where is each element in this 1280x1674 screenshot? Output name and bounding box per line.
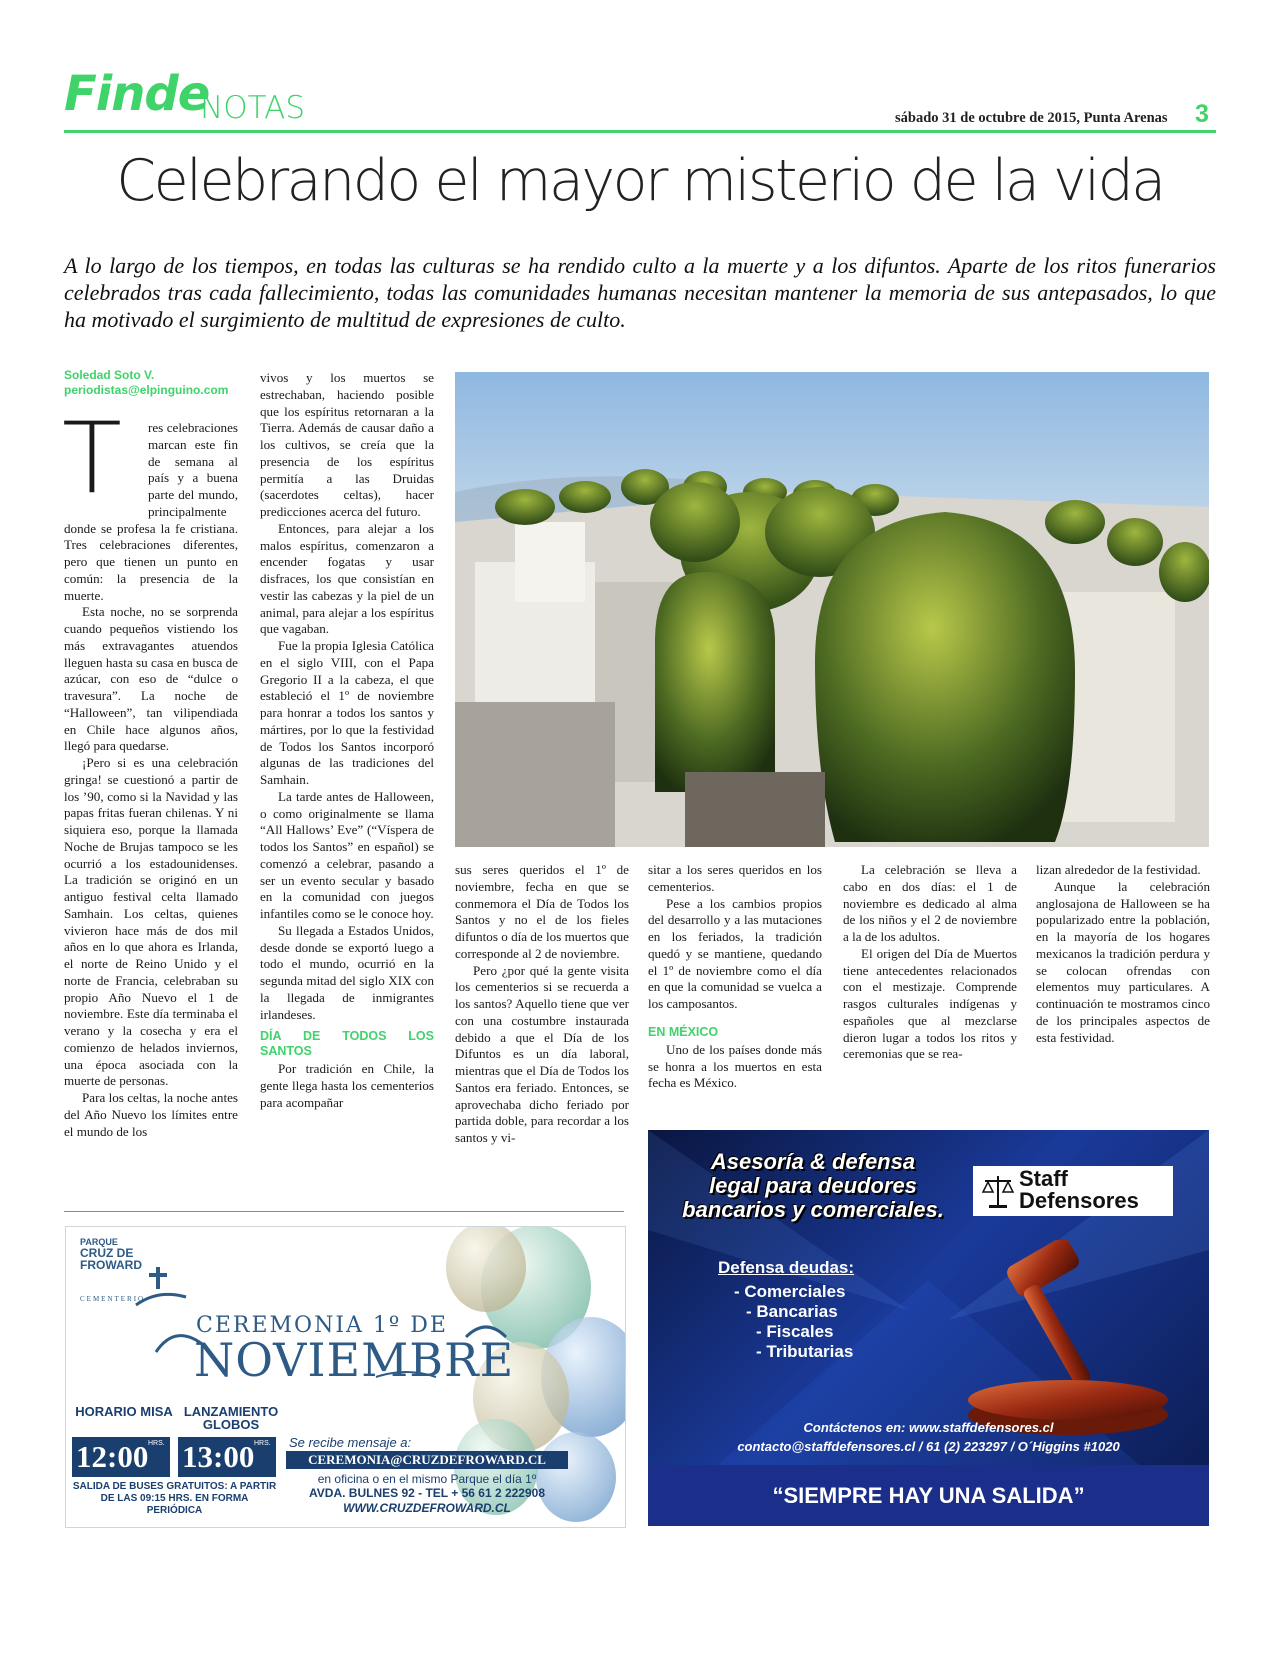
lead-paragraph: A lo largo de los tiempos, en todas las culturas se ha rendido culto a la muerte y a los difuntos. Aparte de los ritos funerarios celebrados tras cada fallecimiento, todas las comunidades humanas necesitan mantener la memoria de sus antepasados, lo que ha motivado el surgimiento de multitud de expresiones de culto.: [64, 253, 1216, 332]
byline-name: Soledad Soto V.: [64, 368, 155, 382]
contact-line[interactable]: Contáctenos en: www.staffdefensores.cl: [803, 1420, 1054, 1435]
hrs-globos: HRS.: [254, 1440, 271, 1447]
cemetery-photo-illustration: [455, 372, 1209, 847]
hrs-misa: HRS.: [148, 1440, 165, 1447]
slogan-bar: [648, 1465, 1209, 1526]
time-misa: 12:00: [76, 1439, 149, 1474]
col3-para-2: Pero ¿por qué la gente visita los cementerios si se recuerda a los santos? Aquello tiene que ver con una costumbre instaurada debido a que el Día de los Difuntos es un día laboral, mientras que el Día de Todos los Santos era feriado. Entonces, se aprovechaba dicho feriado por partida doble, para recordar a los santos y vi-: [455, 962, 629, 1145]
column-5: [843, 862, 1017, 1063]
staff-logo: [973, 1166, 1173, 1216]
column-3: [455, 862, 629, 1147]
buses-info: SALIDA DE BUSES GRATUITOS: A PARTIR DE LAS 09:15 HRS. EN FORMA PERIÓDICA: [72, 1481, 277, 1516]
time-globos: 13:00: [182, 1439, 255, 1474]
label-globos: LANZAMIENTO GLOBOS: [183, 1404, 279, 1432]
headline: Celebrando el mayor misterio de la vida: [116, 148, 1164, 214]
gavel-icon: [948, 1240, 1188, 1440]
staff-headline: [668, 1150, 958, 1222]
noviembre-title: NOVIEMBRE: [194, 1333, 515, 1387]
mensaje-label: Se recibe mensaje a:: [289, 1435, 412, 1450]
staff-brand-2: Defensores: [1019, 1188, 1139, 1213]
dateline: sábado 31 de octubre de 2015, Punta Arenas: [895, 110, 1168, 126]
logo-name-1: CRUZ DE: [80, 1246, 134, 1260]
col2-para-3: Fue la propia Iglesia Católica en el siglo VIII, con el Papa Gregorio II a la cabeza, el que estableció el 1º de noviembre para honrar a todos los santos y mártires, por lo que la festividad de Todos los Santos incorporó algunas de las tradiciones del Samhain.: [260, 638, 434, 787]
staff-brand-1: Staff: [1019, 1166, 1068, 1191]
time-box-misa: [72, 1437, 170, 1477]
ad-cruz-de-froward[interactable]: [65, 1226, 626, 1528]
col3-para-1: sus seres queridos el 1º de noviembre, fecha en que se conmemora el Día de Todos los Santos y no el de los fieles difuntos o día de los muertos que corresponde al 2 de noviembre.: [455, 862, 629, 961]
column-1: [64, 420, 238, 1140]
column-6: [1036, 862, 1210, 1046]
section-brand: Finde: [64, 66, 210, 122]
col2-para-5: Su llegada a Estados Unidos, desde donde se exportó luego a todo el mundo, ocurrió en la segunda mitad del siglo XIX con la llegada de inmigrantes irlandeses.: [260, 922, 434, 1022]
col1-para-4: Para los celtas, la noche antes del Año Nuevo los límites entre el mundo de los: [64, 1090, 238, 1139]
col2-para-6: Por tradición en Chile, la gente llega hasta los cementerios para acompañar: [260, 1061, 434, 1110]
col5-para-1: La celebración se lleva a cabo en dos días: el 1 de noviembre es dedicado al alma de los niños y el 2 de noviembre a la de los adultos.: [843, 862, 1017, 944]
website-link[interactable]: WWW.CRUZDEFROWARD.CL: [343, 1501, 511, 1515]
dropcap-space: [64, 420, 148, 520]
logo-name-2: FROWARD: [80, 1258, 142, 1272]
defensa-item: - Bancarias: [746, 1302, 838, 1321]
defensa-item: - Tributarias: [756, 1342, 854, 1361]
col1-para-2: Esta noche, no se sorprenda cuando pequeños vistiendo los más extravagantes atuendos lleguen hasta su casa en busca de azúcar, con eso de “dulce o travesura”. La noche de “Halloween”, tan vilipendiada en Chile hace algunos años, llegó para quedarse.: [64, 604, 238, 754]
col2-para-4: La tarde antes de Halloween, o como originalmente se llama “All Hallows’ Eve” (“Víspera de todos los Santos” en español) se comenzó a celebrar, pasando a ser un evento secular y basado en la comunidad con juegos infantiles como se le conoce hoy.: [260, 788, 434, 921]
staff-headline-1: Asesoría & defensa: [710, 1149, 916, 1174]
staff-headline-3: bancarios y comerciales.: [682, 1197, 944, 1222]
cemetery-photo: [455, 372, 1209, 847]
col4-para-2: Pese a los cambios propios del desarrollo y a las mutaciones en los feriados, la tradición quedó y se mantiene, quedando el 1º de noviembre como el día en que la comunidad se vuelca a los camposantos.: [648, 895, 822, 1011]
address-line: AVDA. BULNES 92 - TEL + 56 61 2 222908: [309, 1486, 545, 1500]
logo-sub: CEMENTERIO: [80, 1295, 146, 1303]
logo-parque: PARQUE: [80, 1237, 118, 1247]
col6-para-2: Aunque la celebración anglosajona de Halloween se ha popularizado entre la población, en la mayoría de los hogares mexicanos la tradición perdura y se colocan ofrendas con elementos muy particulares. A continuación te mostramos cinco de los principales aspectos de esta festividad.: [1036, 878, 1210, 1045]
byline-email: periodistas@elpinguino.com: [64, 383, 229, 397]
col1-para-1: res celebraciones marcan este fin de semana al país y a buena parte del mundo, principalmente donde se profesa la fe cristiana. Tres celebraciones diferentes, pero que tienen un punto en común: la presencia de la muerte.: [64, 420, 238, 603]
label-misa: HORARIO MISA: [75, 1404, 173, 1419]
time-box-globos: [178, 1437, 276, 1477]
byline: [64, 368, 228, 398]
slogan: “SIEMPRE HAY UNA SALIDA”: [772, 1483, 1085, 1508]
defensa-title: Defensa deudas:: [718, 1258, 855, 1277]
oficina-line: en oficina o en el mismo Parque el día 1º: [317, 1472, 537, 1486]
column-rule: [64, 1211, 624, 1212]
defensa-item: - Fiscales: [756, 1322, 834, 1341]
ad-staff-defensores[interactable]: [648, 1130, 1209, 1526]
ceremonia-email[interactable]: CEREMONIA@CRUZDEFROWARD.CL: [286, 1451, 568, 1469]
col1-para-3: ¡Pero si es una celebración gringa! se cuestionó a partir de los ’90, como si la Navidad y las papas fritas fueran chilenas. Y ni siquiera eso, porque la llamada Noche de Brujas tampoco se les ocurrió a los estadounidenses. La tradición se originó en un antiguo festival celta llamado Samhain. Los celtas, quienes vivieron hace más de dos mil años en lo que ahora es Irlanda, el norte de Reino Unido y el norte de Francia, celebraban su propio Año Nuevo el 1 de noviembre. Este día terminaba el verano y la cosecha y era el comienzo de helados inviernos, una época asociada con la muerte de personas.: [64, 755, 238, 1089]
logo-name: [80, 1247, 142, 1271]
scales-icon: [979, 1172, 1017, 1210]
col2-para-2: Entonces, para alejar a los malos espíritus, comenzaron a encender fogatas y usar disfraces, los que consistían en vestir las cabezas y la piel de un animal, para alejar a los espíritus que vagaban.: [260, 520, 434, 637]
col5-para-2: El origen del Día de Muertos tiene antecedentes relacionados con el mestizaje. Comprende rasgos culturales indígenas y españoles que al mezclarse dieron lugar a todos los ritos y ceremonias que se rea-: [843, 945, 1017, 1062]
col2-para-1: vivos y los muertos se estrechaban, haciendo posible que los espíritus retornaran a la Tierra. Además de causar daño a los cultivos, se creía que la presencia de los espíritus permitía a las Druidas (sacerdotes celtas), hacer predicciones acerca del futuro.: [260, 370, 434, 519]
page-number: 3: [1195, 100, 1209, 128]
header-rule: [64, 130, 1216, 133]
col4-para-3: Uno de los países donde más se honra a los muertos en esta fecha es México.: [648, 1041, 822, 1091]
defensa-item: - Comerciales: [734, 1282, 846, 1301]
contact-line-2[interactable]: contacto@staffdefensores.cl / 61 (2) 223297 / O´Higgins #1020: [737, 1439, 1120, 1454]
ceremonia-title: CEREMONIA 1º DE: [196, 1313, 448, 1338]
section-name: NOTAS: [200, 90, 306, 126]
col4-para-1: sitar a los seres queridos en los cementerios.: [648, 862, 822, 894]
subhead-todos-los-santos: DÍA DE TODOS LOS SANTOS: [260, 1029, 434, 1059]
column-2: [260, 370, 434, 1112]
staff-headline-2: legal para deudores: [709, 1173, 917, 1198]
col6-para-1: lizan alrededor de la festividad.: [1036, 862, 1201, 877]
subhead-en-mexico: EN MÉXICO: [648, 1024, 719, 1039]
drop-cap: T: [62, 402, 122, 516]
column-4: [648, 862, 822, 1092]
defensa-list: [734, 1282, 853, 1362]
